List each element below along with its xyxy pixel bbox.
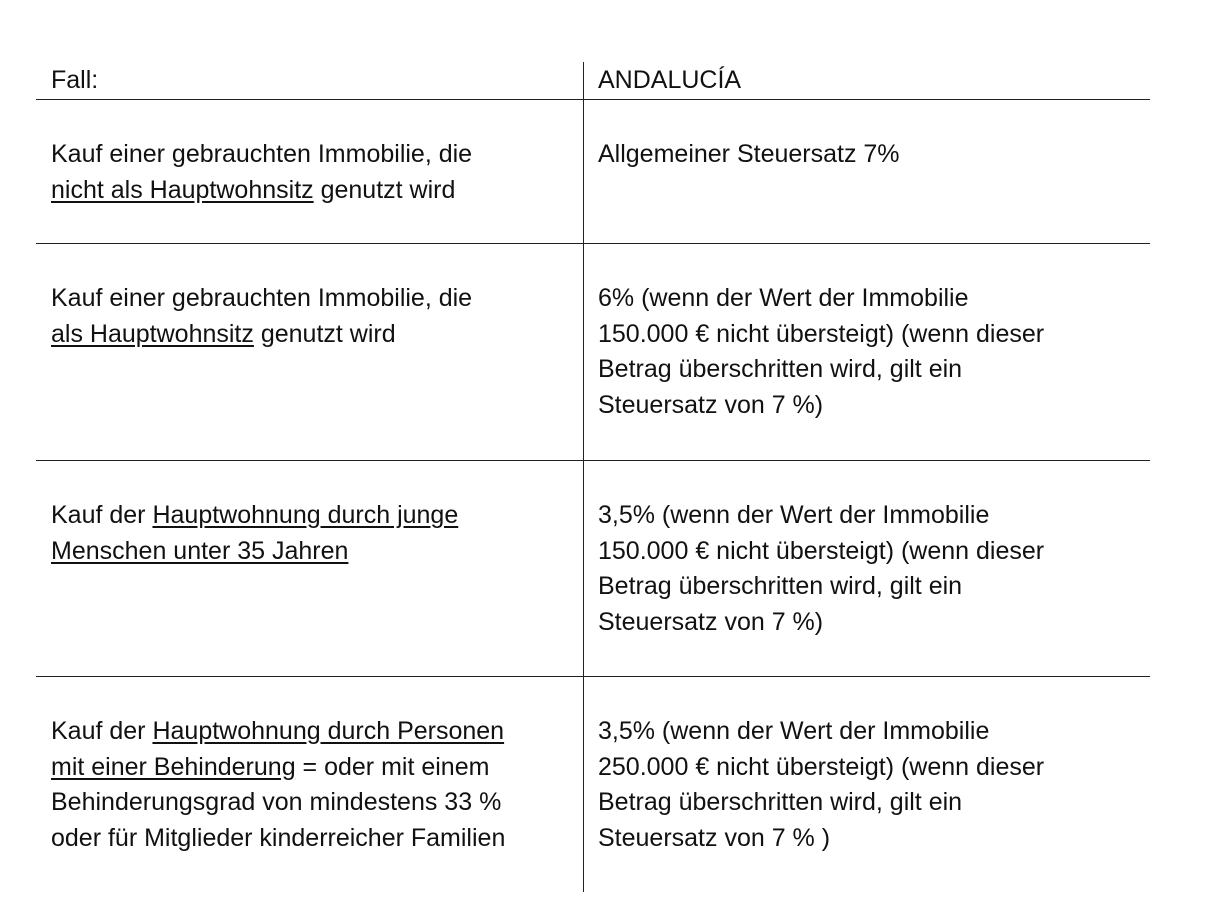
row-2-rate-line-1: 6% (wenn der Wert der Immobilie <box>598 284 969 312</box>
row-1-case-emphasis: nicht als Hauptwohnsitz <box>51 175 314 204</box>
row-1-rate-line-1: Allgemeiner Steuersatz 7% <box>598 140 900 168</box>
row-1-case <box>51 137 472 208</box>
row-1-case-rest: genutzt wird <box>313 175 456 204</box>
row-1-rate <box>598 137 900 173</box>
header-region: ANDALUCÍA <box>598 66 742 94</box>
row-4-case <box>51 714 505 856</box>
tax-rate-table <box>36 62 1150 892</box>
row-4-case-emphasis-2: mit einer Behinderung <box>51 752 296 781</box>
row-3-rate-line-1: 3,5% (wenn der Wert der Immobilie <box>598 501 990 529</box>
row-2-rate-line-3: Betrag überschritten wird, gilt ein <box>598 355 963 383</box>
row-3-case-emphasis-1: Hauptwohnung durch junge <box>152 501 459 529</box>
row-4-rate-line-4: Steuersatz von 7 % ) <box>598 823 831 852</box>
row-4-case-prefix: Kauf der <box>51 717 153 745</box>
row-4-rate <box>598 714 1044 856</box>
row-4-case-rest: = oder mit einem <box>295 752 490 781</box>
row-2-case-emphasis: als Hauptwohnsitz <box>51 319 254 348</box>
row-divider-3 <box>36 676 1150 677</box>
row-3-rate-line-3: Betrag überschritten wird, gilt ein <box>598 572 963 600</box>
row-4-rate-line-3: Betrag überschritten wird, gilt ein <box>598 788 963 816</box>
row-1-case-line-1: Kauf einer gebrauchten Immobilie, die <box>51 140 473 168</box>
row-2-rate-line-4: Steuersatz von 7 %) <box>598 390 824 419</box>
row-2-rate-line-2: 150.000 € nicht übersteigt) (wenn dieser <box>598 319 1045 348</box>
row-2-case-line-1: Kauf einer gebrauchten Immobilie, die <box>51 284 473 312</box>
row-2-rate <box>598 281 1044 423</box>
row-2-case-rest: genutzt wird <box>253 319 396 348</box>
column-divider <box>583 62 584 892</box>
row-divider-1 <box>36 243 1150 244</box>
row-3-case-line-1 <box>51 498 458 534</box>
row-4-rate-line-1: 3,5% (wenn der Wert der Immobilie <box>598 717 990 745</box>
row-3-rate-line-2: 150.000 € nicht übersteigt) (wenn dieser <box>598 536 1045 565</box>
header-divider <box>36 99 1150 100</box>
row-3-case-line-2 <box>51 534 458 570</box>
row-3-rate-line-4: Steuersatz von 7 %) <box>598 607 824 636</box>
row-4-case-line-2 <box>51 750 505 786</box>
row-4-case-emphasis-1: Hauptwohnung durch Personen <box>152 717 505 745</box>
row-4-case-line-3: Behinderungsgrad von mindestens 33 % <box>51 788 502 816</box>
row-4-case-line-4: oder für Mitglieder kinderreicher Familien <box>51 823 506 852</box>
row-2-case-line-2 <box>51 317 472 353</box>
row-divider-2 <box>36 460 1150 461</box>
row-2-case <box>51 281 472 352</box>
row-3-case-emphasis-2: Menschen unter 35 Jahren <box>51 536 349 565</box>
row-1-case-line-2 <box>51 173 472 209</box>
row-3-case-prefix: Kauf der <box>51 501 153 529</box>
row-4-case-line-1 <box>51 714 505 750</box>
row-3-case <box>51 498 458 569</box>
header-case: Fall: <box>51 66 99 94</box>
row-4-rate-line-2: 250.000 € nicht übersteigt) (wenn dieser <box>598 752 1045 781</box>
row-3-rate <box>598 498 1044 640</box>
